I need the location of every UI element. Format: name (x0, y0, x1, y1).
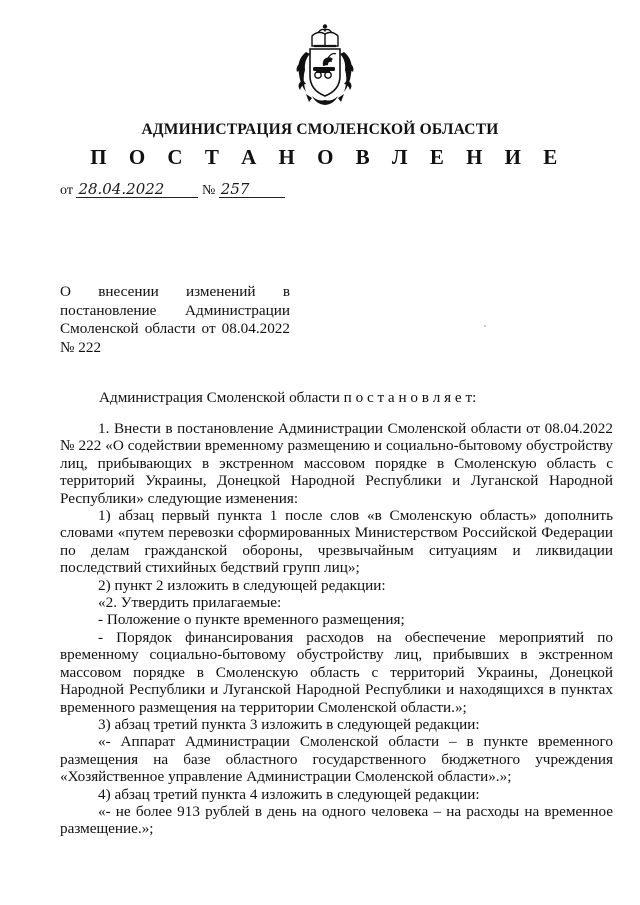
scan-speck (484, 325, 486, 327)
body-paragraph: «- Аппарат Администрации Смоленской области – в пункте временного размещения на базе областного государственного бюджетного учреждения «Хозяйственное управление Администрации Смоленской области».»; (60, 733, 613, 786)
body-paragraph: - Порядок финансирования расходов на обеспечение мероприятий по временному социально-бытовому обустройству лиц, прибывших в экстренном массовом порядке в Смоленскую область с территорий Украины, Донецкой Народной Республики и Луганской Народной Республики и находящихся в пунктах временного размещения на территории Смоленской области.»; (60, 628, 613, 716)
document-type-title: П О С Т А Н О В Л Е Н И Е (90, 145, 566, 169)
subject-block: О внесении изменений в постановление Администрации Смоленской области от 08.04.2022 № 222 (60, 283, 290, 356)
body-paragraph: «- не более 913 рублей в день на одного человека – на расходы на временное размещение.»; (60, 802, 613, 838)
number-label: № (201, 183, 216, 198)
document-body (60, 420, 613, 838)
date-number-line (60, 182, 285, 199)
body-paragraph: 3) абзац третий пункта 3 изложить в следующей редакции: (98, 715, 480, 733)
preamble-text: Администрация Смоленской области п о с т а н о в л я е т: (99, 389, 477, 406)
coat-of-arms-emblem (292, 22, 358, 108)
body-paragraph: «2. Утвердить прилагаемые: (98, 594, 282, 612)
date-from-label: от (60, 183, 73, 198)
body-paragraph: 1) абзац первый пункта 1 после слов «в Смоленскую область» дополнить словами «путем перевозки сформированных Министерством Российской Федерации по делам гражданской обороны, чрезвычайным ситуациям и ликвидации последствий стихийных бедствий групп лиц»; (60, 507, 613, 577)
body-paragraph: - Положение о пункте временного размещения; (98, 611, 405, 629)
body-paragraph: 1. Внести в постановление Администрации Смоленской области от 08.04.2022 № 222 «О содействии временному размещению и социально-бытовому обустройству лиц, прибывающих в экстренном массовом порядке в Смоленскую область с территорий Украины, Донецкой Народной Республики и Луганской Народной Республики» следующие изменения: (60, 420, 613, 507)
handwritten-number: 257 (219, 182, 285, 198)
handwritten-date: 28.04.2022 (76, 182, 198, 198)
body-paragraph: 2) пункт 2 изложить в следующей редакции: (98, 576, 386, 594)
organization-title: АДМИНИСТРАЦИЯ СМОЛЕНСКОЙ ОБЛАСТИ (141, 121, 499, 138)
body-paragraph: 4) абзац третий пункта 4 изложить в следующей редакции: (98, 785, 480, 803)
